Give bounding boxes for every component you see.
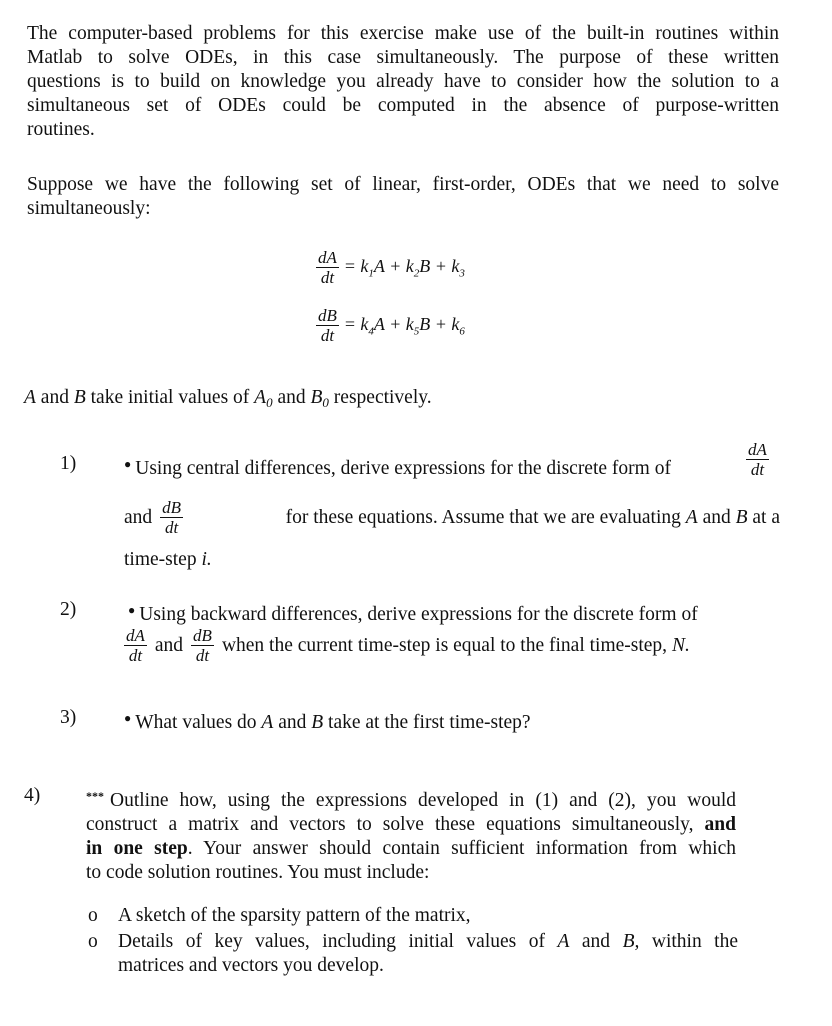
q3-number: 3) (60, 707, 77, 728)
q4-number: 4) (24, 785, 41, 806)
q2-frac-dA: $\frac{dA}{dt}$ (126, 626, 145, 665)
setup-paragraph (27, 173, 779, 221)
intro-line-3: questions is to build on knowledge you already have to consider how the solution to a (27, 71, 779, 92)
q1-frac-dB: $\frac{dB}{dt}$ (162, 498, 182, 537)
setup-line-2: simultaneously: (27, 198, 151, 219)
eq1-numerator: dA (318, 248, 337, 267)
eq2-numerator: dB (318, 306, 337, 325)
intro-line-4: simultaneous set of ODEs could be computed in the absence of purpose-written (27, 95, 779, 116)
setup-line-1: Suppose we have the following set of linear, first-order, ODEs that we need to solve (27, 174, 779, 195)
eq2-rhs: = $k_4A + k_5B + k_6$ (343, 313, 465, 338)
q2-bullet-dot: ● (128, 603, 136, 617)
q4-bullet-marker-2: o (88, 931, 98, 952)
q4-line-2: construct a matrix and vectors to solve these equations simultaneously, and (86, 814, 736, 835)
q2-line-1: ● Using backward differences, derive expressions for the discrete form of (128, 603, 698, 625)
q2-frac-dB: $\frac{dB}{dt}$ (193, 626, 212, 665)
q4-line-4: to code solution routines. You must include: (86, 862, 430, 883)
q1-bullet-dot: ● (124, 457, 132, 471)
intro-line-2: Matlab to solve ODEs, in this case simultaneously. The purpose of these written (27, 47, 779, 68)
equation-2 (316, 306, 465, 345)
q3-line: ● What values do A and B take at the first time-step? (124, 711, 531, 733)
initial-values-sentence: A and B take initial values of $A_0$ and $B_0$ respectively. (24, 387, 432, 410)
q2-number: 2) (60, 599, 77, 620)
q4-paragraph (86, 784, 736, 885)
q4-stars: *** (86, 789, 104, 803)
q2-line-2: $\frac{dA}{dt}$ and $\frac{dB}{dt}$ when the current time-step is equal to the final time-step, N. (126, 626, 690, 665)
equation-1 (316, 248, 465, 287)
eq1-denominator: dt (320, 268, 335, 287)
q4-line-1: *** Outline how, using the expressions developed in (1) and (2), you would (86, 789, 736, 811)
eq2-denominator: dt (320, 326, 335, 345)
eq2-fraction (316, 306, 339, 345)
q1-frac-dA: $\frac{dA}{dt}$ (748, 440, 767, 479)
q4-bullet-2: Details of key values, including initial values of A and B, within the matrices and vectors you develop. (118, 931, 739, 976)
q3-bullet-dot: ● (124, 711, 132, 725)
q1-line-3: time-step i. (124, 549, 212, 570)
q4-line-3: in one step. Your answer should contain sufficient information from which (86, 838, 736, 859)
q4-bullet-marker-1: o (88, 905, 98, 926)
intro-paragraph (27, 22, 779, 142)
q1-line-1: ● Using central differences, derive expressions for the discrete form of (124, 457, 671, 479)
eq1-fraction (316, 248, 339, 287)
eq1-rhs: = $k_1A + k_2B + k_3$ (343, 255, 465, 280)
intro-line-5: routines. (27, 119, 95, 140)
q4-bullet-1: A sketch of the sparsity pattern of the matrix, (118, 905, 471, 926)
q1-line-2: and $\frac{dB}{dt}$ for these equations. Assume that we are evaluating A and B at a (124, 498, 780, 537)
q1-number: 1) (60, 453, 77, 474)
intro-line-1: The computer-based problems for this exercise make use of the built-in routines within (27, 23, 779, 44)
